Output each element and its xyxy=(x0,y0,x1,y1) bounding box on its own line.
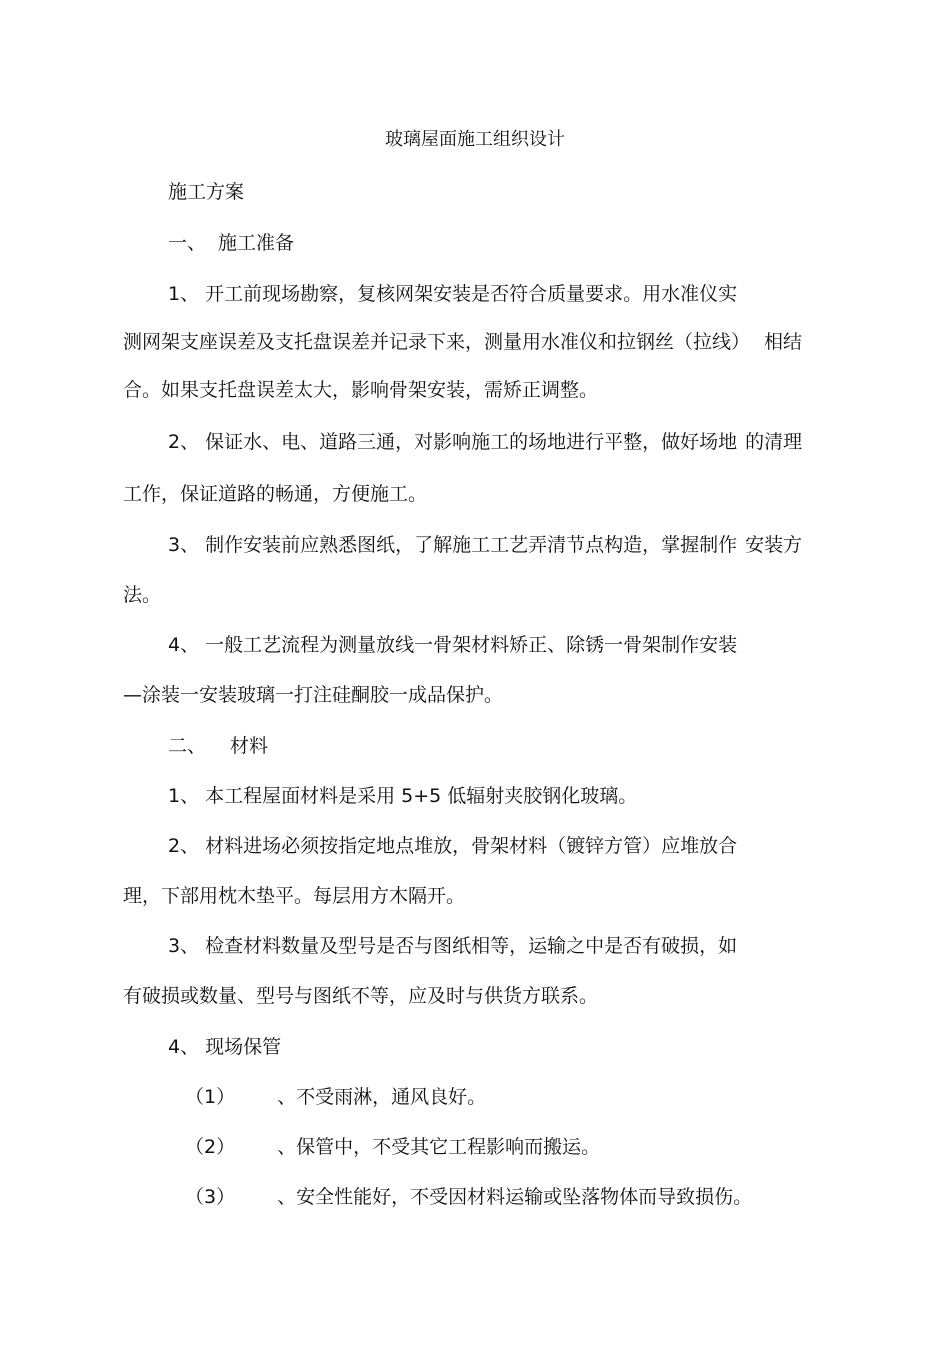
part2-heading xyxy=(168,734,268,758)
part1-item1-line2b: 相结 xyxy=(764,331,803,353)
document-title: 玻璃屋面施工组织设计 xyxy=(385,129,565,150)
sub-item-num: （1） xyxy=(185,1086,236,1108)
part2-item4: 4、 现场保管 xyxy=(168,1036,282,1058)
part2-item2-line2: 理，下部用枕木垫平。每层用方木隔开。 xyxy=(123,885,466,907)
part2-item3-line1: 3、 检查材料数量及型号是否与图纸相等，运输之中是否有破损，如 xyxy=(168,935,738,957)
part1-item3-line2: 法。 xyxy=(123,584,162,606)
part1-item2-line2: 工作，保证道路的畅通，方便施工。 xyxy=(123,483,428,505)
part1-item3-line1 xyxy=(168,533,802,557)
part1-item2-line1b: 的清理 xyxy=(745,431,803,453)
part2-sub-item xyxy=(185,1135,600,1159)
part1-item3-line1a: 3、 制作安装前应熟悉图纸，了解施工工艺弄清节点构造，掌握制作 xyxy=(168,534,738,556)
part2-heading-text: 材料 xyxy=(230,735,269,757)
part2-sub-item xyxy=(185,1085,486,1109)
part1-heading-text: 施工准备 xyxy=(218,232,295,254)
part2-item2-line1: 2、 材料进场必须按指定地点堆放，骨架材料（镀锌方管）应堆放合 xyxy=(168,835,738,857)
part2-sub-item xyxy=(185,1185,752,1209)
part1-item1-line2a: 测网架支座误差及支托盘误差并记录下来，测量用水准仪和拉钢丝（拉线） xyxy=(123,331,751,353)
sub-item-num: （3） xyxy=(185,1186,236,1208)
sub-item-text: 、保管中，不受其它工程影响而搬运。 xyxy=(277,1136,601,1158)
part1-item3-line1b: 安装方 xyxy=(745,534,803,556)
part1-item2-line1 xyxy=(168,430,802,454)
part1-item4-line2: —涂装一安装玻璃一打注硅酮胶一成品保护。 xyxy=(123,684,504,706)
part2-item1: 1、 本工程屋面材料是采用 5+5 低辐射夹胶钢化玻璃。 xyxy=(168,785,638,807)
part1-item2-line1a: 2、 保证水、电、道路三通，对影响施工的场地进行平整，做好场地 xyxy=(168,431,738,453)
part1-heading-num: 一、 xyxy=(168,232,207,254)
part2-heading-num: 二、 xyxy=(168,735,207,757)
sub-item-text: 、安全性能好，不受因材料运输或坠落物体而导致损伤。 xyxy=(277,1186,753,1208)
part2-item3-line2: 有破损或数量、型号与图纸不等，应及时与供货方联系。 xyxy=(123,985,599,1007)
sub-item-num: （2） xyxy=(185,1136,236,1158)
part1-item1-line1: 1、 开工前现场勘察，复核网架安装是否符合质量要求。用水准仪实 xyxy=(168,283,738,305)
part1-item1-line3: 合。如果支托盘误差太大，影响骨架安装，需矫正调整。 xyxy=(123,379,599,401)
part1-item1-line2 xyxy=(123,330,802,354)
part1-item4-line1: 4、 一般工艺流程为测量放线一骨架材料矫正、除锈一骨架制作安装 xyxy=(168,634,738,656)
section-heading: 施工方案 xyxy=(168,181,245,203)
part1-heading xyxy=(168,231,294,255)
sub-item-text: 、不受雨淋，通风良好。 xyxy=(277,1086,487,1108)
